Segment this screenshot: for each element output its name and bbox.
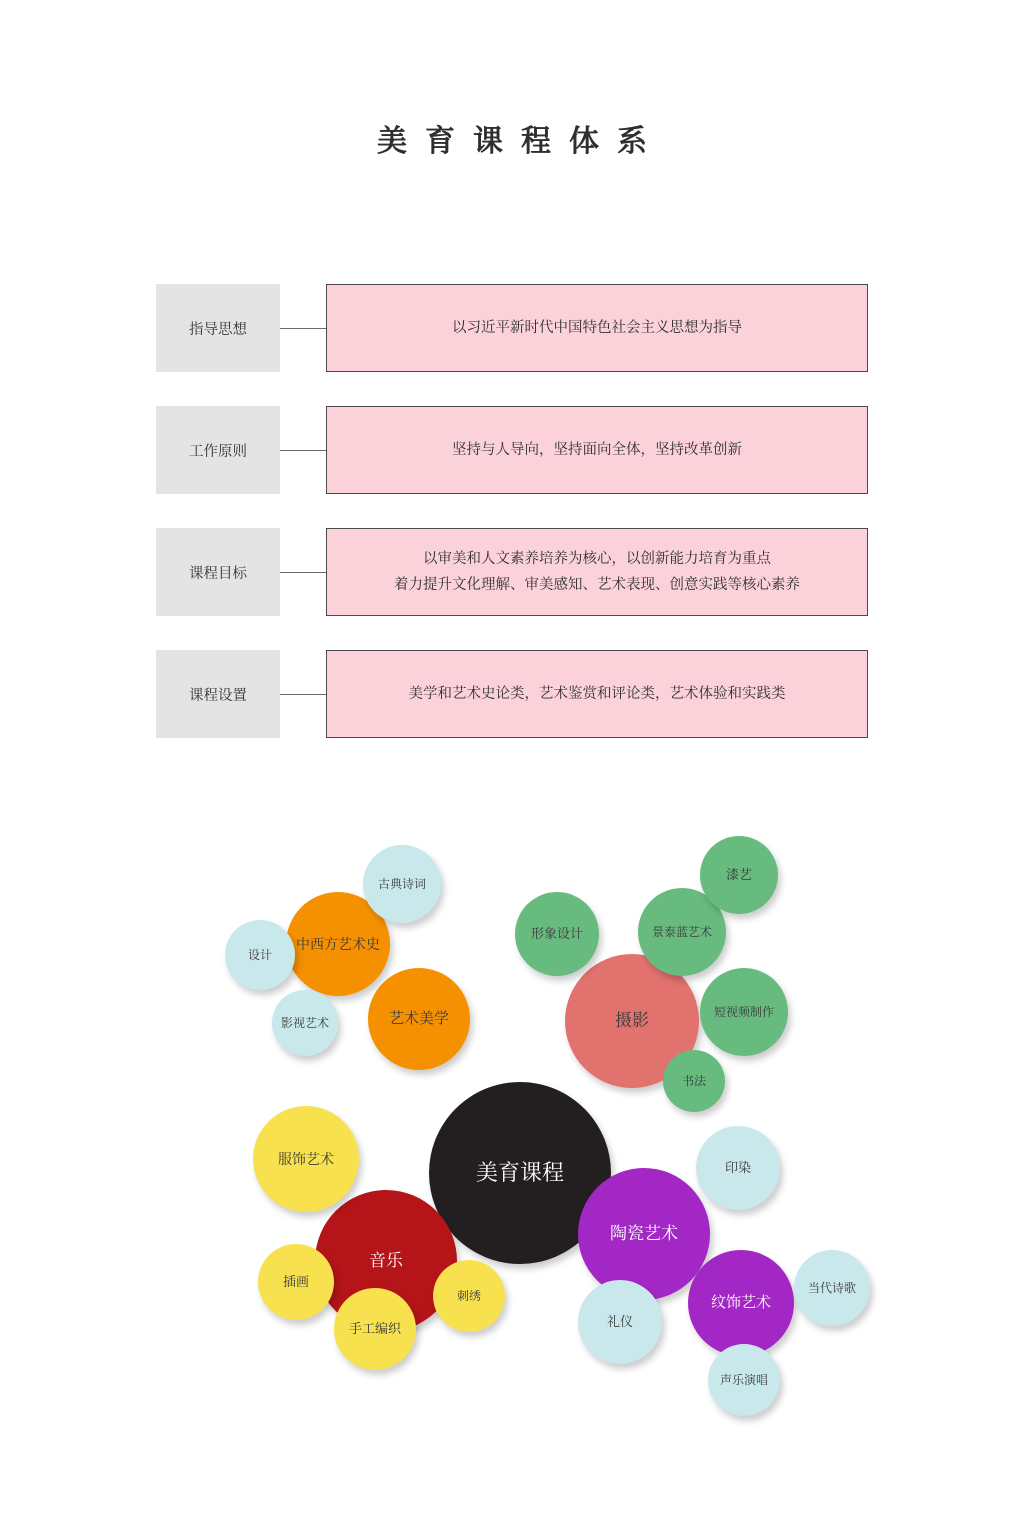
row-label-course-setup: 课程设置: [156, 650, 280, 738]
bubble-label: 形象设计: [530, 926, 583, 942]
bubble-yingshi-yishu[interactable]: [272, 990, 338, 1056]
bubble-label: 纹饰艺术: [710, 1294, 771, 1311]
bubble-duanshipin-zhizuo[interactable]: [700, 968, 788, 1056]
bubble-map: [0, 810, 1024, 1450]
row-label-course-goals: 课程目标: [156, 528, 280, 616]
bubble-label: 手工编织: [348, 1321, 401, 1337]
bubble-dangdai-shige[interactable]: [794, 1250, 870, 1326]
row-connector: [280, 328, 326, 329]
framework-rows: [0, 284, 1024, 772]
bubble-label: 插画: [282, 1274, 309, 1290]
row-connector: [280, 694, 326, 695]
row-content-line: 以习近平新时代中国特色社会主义思想为指导: [452, 320, 742, 336]
bubble-label: 印染: [724, 1160, 751, 1176]
bubble-label: 中西方艺术史: [296, 935, 380, 952]
row-content-line: 以审美和人文素养培养为核心，以创新能力培育为重点: [423, 551, 771, 567]
bubble-label: 景泰蓝艺术: [651, 924, 712, 939]
bubble-label: 刺绣: [456, 1288, 481, 1303]
bubble-liyi[interactable]: [578, 1280, 662, 1364]
bubble-label: 漆艺: [725, 867, 752, 883]
row-content-work-principles: [326, 406, 868, 494]
bubble-label: 礼仪: [606, 1314, 633, 1330]
framework-row: [0, 650, 1024, 738]
bubble-label: 短视频制作: [713, 1004, 774, 1019]
bubble-label: 影视艺术: [280, 1015, 329, 1030]
bubble-shougong-bianzhi[interactable]: [334, 1288, 416, 1370]
row-content-guiding-thought: [326, 284, 868, 372]
row-content-course-goals: [326, 528, 868, 616]
framework-row: [0, 528, 1024, 616]
bubble-label: 音乐: [369, 1250, 403, 1270]
bubble-xingxiang-sheji[interactable]: [515, 892, 599, 976]
framework-row: [0, 284, 1024, 372]
bubble-gudian-shici[interactable]: [363, 845, 441, 923]
bubble-cixiu[interactable]: [433, 1260, 505, 1332]
bubble-taoci-yishu[interactable]: [578, 1168, 710, 1300]
bubble-yinran[interactable]: [696, 1126, 780, 1210]
bubble-wenshi-yishu[interactable]: [688, 1250, 794, 1356]
row-connector: [280, 572, 326, 573]
row-connector: [280, 450, 326, 451]
row-content-course-setup: [326, 650, 868, 738]
bubble-shengyue-yanchang[interactable]: [708, 1344, 780, 1416]
bubble-label: 艺术美学: [388, 1010, 449, 1027]
bubble-chahua[interactable]: [258, 1244, 334, 1320]
bubble-sheji[interactable]: [225, 920, 295, 990]
bubble-label: 当代诗歌: [807, 1280, 856, 1295]
page-title: 美育课程体系: [377, 125, 665, 158]
bubble-label: 古典诗词: [377, 876, 426, 891]
bubble-yishu-meixue[interactable]: [368, 968, 470, 1070]
framework-row: [0, 406, 1024, 494]
bubble-shufa[interactable]: [663, 1050, 725, 1112]
row-label-guiding-thought: 指导思想: [156, 284, 280, 372]
row-label-work-principles: 工作原则: [156, 406, 280, 494]
row-content-line: 坚持与人导向，坚持面向全体，坚持改革创新: [452, 442, 742, 458]
bubble-label: 美育课程: [475, 1159, 564, 1185]
bubble-qiyi[interactable]: [700, 836, 778, 914]
bubble-label: 陶瓷艺术: [610, 1223, 678, 1243]
bubble-label: 书法: [681, 1073, 706, 1088]
bubble-label: 设计: [247, 947, 272, 962]
row-content-line: 美学和艺术史论类，艺术鉴赏和评论类，艺术体验和实践类: [408, 686, 786, 702]
bubble-label: 服饰艺术: [278, 1150, 334, 1167]
bubble-fushi-yishu[interactable]: [253, 1106, 359, 1212]
row-content-line: 着力提升文化理解、审美感知、艺术表现、创意实践等核心素养: [394, 577, 800, 593]
bubble-label: 声乐演唱: [719, 1372, 768, 1387]
bubble-label: 摄影: [615, 1010, 649, 1030]
